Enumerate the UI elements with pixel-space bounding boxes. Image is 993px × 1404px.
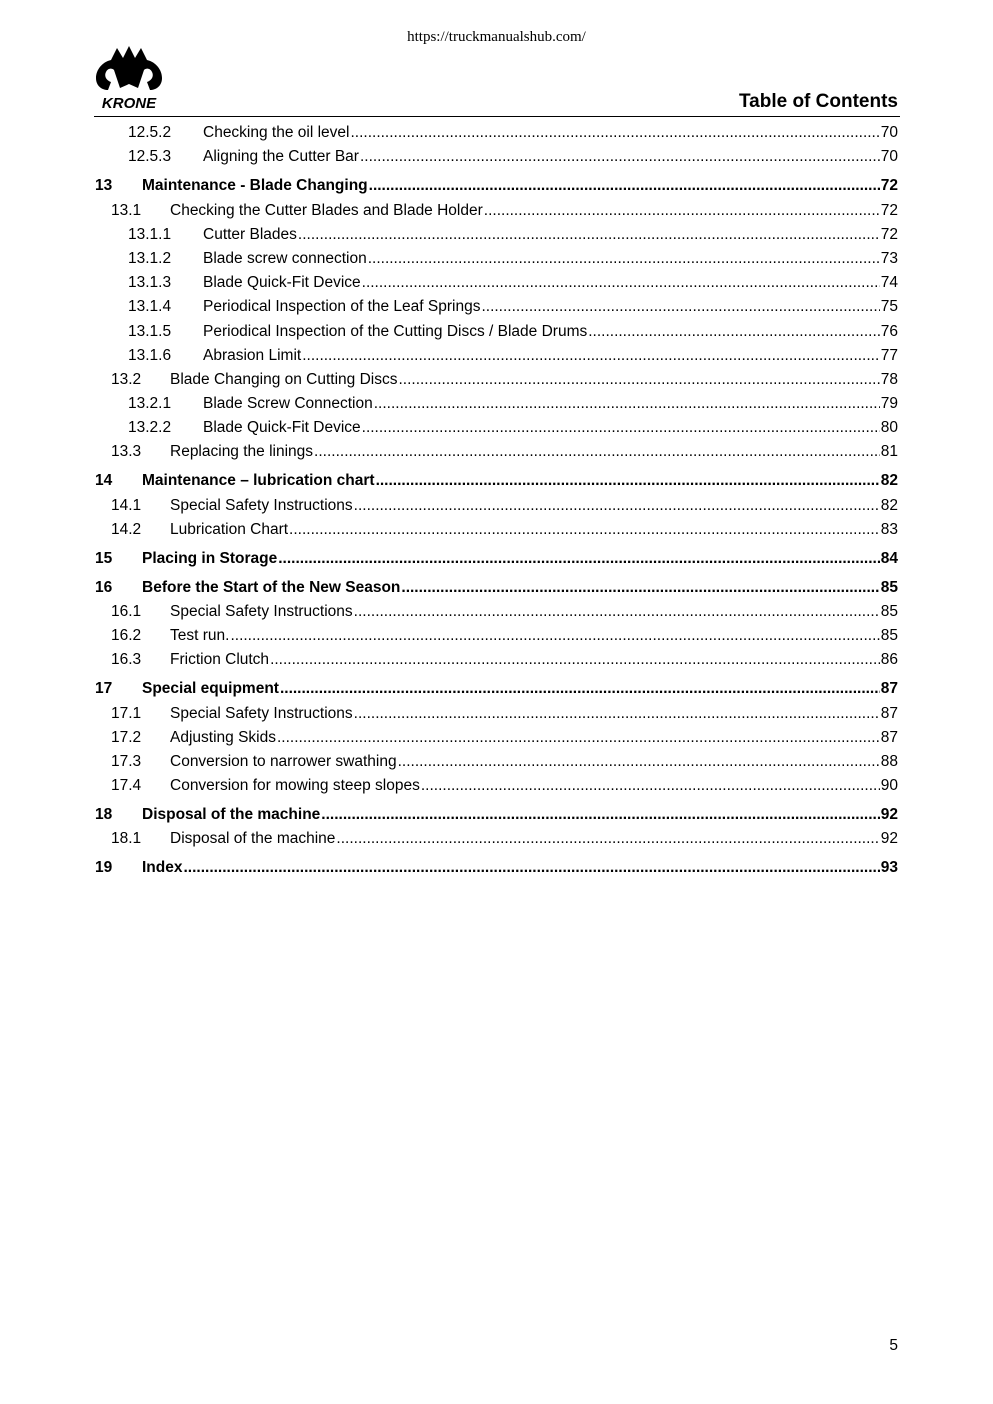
toc-entry-page: 85 bbox=[880, 578, 898, 596]
toc-dot-leader bbox=[321, 804, 879, 826]
toc-entry-page: 85 bbox=[880, 627, 898, 645]
toc-entry[interactable] bbox=[95, 850, 898, 879]
toc-entry-title: Aligning the Cutter Bar bbox=[203, 146, 360, 168]
toc-dot-leader bbox=[354, 703, 880, 725]
toc-entry-title: Lubrication Chart bbox=[170, 519, 289, 541]
toc-entry-title: Blade Changing on Cutting Discs bbox=[170, 369, 398, 391]
toc-entry[interactable] bbox=[95, 749, 898, 773]
toc-dot-leader bbox=[369, 175, 880, 197]
toc-entry[interactable] bbox=[95, 541, 898, 570]
toc-dot-leader bbox=[278, 548, 880, 570]
toc-dot-leader bbox=[588, 321, 880, 343]
toc-entry-page: 74 bbox=[880, 274, 898, 292]
toc-entry-page: 87 bbox=[880, 680, 898, 698]
toc-entry-title: Blade screw connection bbox=[203, 248, 368, 270]
toc-entry[interactable] bbox=[95, 463, 898, 492]
toc-entry-page: 72 bbox=[880, 177, 898, 195]
toc-entry-page: 87 bbox=[880, 704, 898, 722]
toc-entry[interactable] bbox=[95, 120, 898, 144]
toc-dot-leader bbox=[376, 470, 880, 492]
toc-entry-title: Special Safety Instructions bbox=[170, 495, 354, 517]
toc-entry-page: 92 bbox=[880, 830, 898, 848]
toc-dot-leader bbox=[362, 417, 880, 439]
toc-entry-title: Abrasion Limit bbox=[203, 345, 302, 367]
toc-entry-page: 84 bbox=[880, 549, 898, 567]
toc-entry-number: 14.2 bbox=[111, 520, 142, 538]
toc-entry-number: 17.3 bbox=[111, 752, 142, 770]
toc-dot-leader bbox=[270, 649, 880, 671]
toc-entry-number: 13.1.1 bbox=[128, 225, 172, 243]
toc-entry-page: 76 bbox=[880, 322, 898, 340]
toc-entry-page: 82 bbox=[880, 496, 898, 514]
toc-entry[interactable] bbox=[95, 725, 898, 749]
toc-entry-title: Replacing the linings bbox=[170, 441, 314, 463]
toc-dot-leader bbox=[314, 441, 880, 463]
toc-entry-number: 13.1.3 bbox=[128, 274, 172, 292]
toc-entry-title: Friction Clutch bbox=[170, 649, 270, 671]
table-of-contents bbox=[95, 120, 898, 879]
page-title: Table of Contents bbox=[738, 91, 898, 112]
toc-entry[interactable] bbox=[95, 197, 898, 221]
toc-entry[interactable] bbox=[95, 700, 898, 724]
toc-dot-leader bbox=[398, 369, 879, 391]
toc-dot-leader bbox=[350, 122, 879, 144]
toc-entry-number: 13.1.5 bbox=[128, 322, 172, 340]
toc-entry[interactable] bbox=[95, 246, 898, 270]
toc-entry-page: 93 bbox=[880, 859, 898, 877]
toc-entry-page: 87 bbox=[880, 728, 898, 746]
toc-entry[interactable] bbox=[95, 623, 898, 647]
toc-entry-number: 13.1.6 bbox=[128, 346, 172, 364]
toc-dot-leader bbox=[298, 224, 880, 246]
toc-entry-number: 14.1 bbox=[111, 496, 142, 514]
toc-entry[interactable] bbox=[95, 671, 898, 700]
toc-dot-leader bbox=[484, 200, 880, 222]
toc-entry-number: 12.5.3 bbox=[128, 148, 172, 166]
toc-entry-number: 19 bbox=[95, 859, 113, 877]
toc-dot-leader bbox=[368, 248, 880, 270]
toc-entry-title: Maintenance – lubrication chart bbox=[142, 470, 376, 492]
toc-entry[interactable] bbox=[95, 826, 898, 850]
toc-entry[interactable] bbox=[95, 168, 898, 197]
toc-entry-title: Blade Screw Connection bbox=[203, 393, 374, 415]
toc-entry[interactable] bbox=[95, 367, 898, 391]
toc-entry[interactable] bbox=[95, 439, 898, 463]
toc-dot-leader bbox=[401, 577, 879, 599]
toc-entry[interactable] bbox=[95, 318, 898, 342]
toc-entry[interactable] bbox=[95, 270, 898, 294]
toc-entry-page: 81 bbox=[880, 443, 898, 461]
toc-entry-page: 85 bbox=[880, 603, 898, 620]
toc-entry-number: 16.3 bbox=[111, 651, 142, 669]
toc-entry-title: Adjusting Skids bbox=[170, 727, 277, 749]
toc-entry[interactable] bbox=[95, 294, 898, 318]
toc-dot-leader bbox=[183, 857, 879, 879]
toc-entry-title: Periodical Inspection of the Leaf Springs bbox=[203, 296, 481, 318]
toc-dot-leader bbox=[354, 495, 880, 517]
toc-entry-page: 72 bbox=[880, 225, 898, 243]
toc-entry-title: Conversion to narrower swathing bbox=[170, 751, 398, 773]
toc-entry[interactable] bbox=[95, 599, 898, 623]
toc-entry[interactable] bbox=[95, 492, 898, 516]
toc-entry-title: Blade Quick-Fit Device bbox=[203, 417, 362, 439]
toc-entry[interactable] bbox=[95, 517, 898, 541]
toc-entry[interactable] bbox=[95, 391, 898, 415]
toc-dot-leader bbox=[360, 146, 880, 168]
toc-entry-page: 83 bbox=[880, 520, 898, 538]
toc-entry-number: 12.5.2 bbox=[128, 124, 172, 142]
toc-entry-title: Checking the oil level bbox=[203, 122, 350, 144]
toc-entry-number: 16 bbox=[95, 578, 113, 596]
toc-entry-number: 17.4 bbox=[111, 777, 142, 795]
toc-entry[interactable] bbox=[95, 797, 898, 826]
toc-entry-page: 90 bbox=[880, 777, 898, 795]
toc-dot-leader bbox=[374, 393, 880, 415]
toc-entry-title: Special equipment bbox=[142, 678, 280, 700]
toc-dot-leader bbox=[280, 678, 880, 700]
toc-entry-number: 15 bbox=[95, 549, 113, 567]
logo-wordmark: KRONE bbox=[101, 95, 157, 112]
toc-entry-title: Before the Start of the New Season bbox=[142, 577, 401, 599]
header-rule bbox=[94, 116, 900, 117]
toc-entry-page: 82 bbox=[880, 472, 898, 490]
toc-entry-page: 88 bbox=[880, 752, 898, 770]
toc-entry-number: 18.1 bbox=[111, 830, 142, 848]
toc-entry-title: Maintenance - Blade Changing bbox=[142, 175, 369, 197]
toc-entry-number: 13.3 bbox=[111, 443, 142, 461]
toc-dot-leader bbox=[336, 828, 879, 850]
toc-entry[interactable] bbox=[95, 570, 898, 599]
toc-entry[interactable] bbox=[95, 773, 898, 797]
toc-entry-number: 17.1 bbox=[111, 704, 142, 722]
toc-entry-number: 13.1.4 bbox=[128, 298, 172, 316]
page-number: 5 bbox=[889, 1337, 898, 1354]
toc-entry[interactable] bbox=[95, 222, 898, 246]
toc-entry-number: 16.1 bbox=[111, 603, 142, 620]
toc-entry-title: Checking the Cutter Blades and Blade Holder bbox=[170, 200, 484, 222]
toc-entry-page: 70 bbox=[880, 148, 898, 166]
toc-dot-leader bbox=[398, 751, 880, 773]
toc-entry-title: Placing in Storage bbox=[142, 548, 278, 570]
source-url[interactable]: https://truckmanualshub.com/ bbox=[407, 29, 586, 45]
toc-entry-title: Disposal of the machine bbox=[170, 828, 336, 850]
toc-entry-number: 13.2.1 bbox=[128, 395, 172, 413]
toc-entry-page: 79 bbox=[880, 395, 898, 413]
toc-entry-title: Blade Quick-Fit Device bbox=[203, 272, 362, 294]
toc-entry-title: Cutter Blades bbox=[203, 224, 298, 246]
toc-dot-leader bbox=[302, 345, 880, 367]
toc-entry-page: 75 bbox=[880, 298, 898, 316]
toc-entry-page: 77 bbox=[880, 346, 898, 364]
toc-entry-title: Periodical Inspection of the Cutting Discs / Blade Drums bbox=[203, 321, 588, 343]
toc-dot-leader bbox=[421, 775, 880, 797]
toc-entry-page: 70 bbox=[880, 124, 898, 142]
toc-entry-page: 80 bbox=[880, 419, 898, 437]
toc-entry-title: Index bbox=[142, 857, 183, 879]
toc-dot-leader bbox=[277, 727, 880, 749]
toc-entry-page: 86 bbox=[880, 651, 898, 669]
toc-entry-number: 13.1 bbox=[111, 201, 142, 219]
toc-entry[interactable] bbox=[95, 647, 898, 671]
toc-entry-title: Disposal of the machine bbox=[142, 804, 321, 826]
toc-entry-number: 13.1.2 bbox=[128, 249, 172, 267]
toc-entry-page: 92 bbox=[880, 806, 898, 824]
toc-entry-page: 73 bbox=[880, 249, 898, 267]
toc-entry-number: 13.2 bbox=[111, 370, 142, 388]
toc-entry-number: 13.2.2 bbox=[128, 419, 172, 437]
toc-entry-number: 13 bbox=[95, 177, 113, 195]
toc-entry[interactable] bbox=[95, 343, 898, 367]
toc-entry-number: 17.2 bbox=[111, 728, 142, 746]
toc-entry[interactable] bbox=[95, 415, 898, 439]
toc-entry[interactable] bbox=[95, 144, 898, 168]
toc-entry-number: 18 bbox=[95, 806, 113, 824]
toc-entry-title: Special Safety Instructions bbox=[170, 703, 354, 725]
toc-dot-leader bbox=[230, 625, 879, 647]
toc-entry-title: Special Safety Instructions bbox=[170, 601, 354, 623]
toc-dot-leader bbox=[354, 601, 880, 623]
toc-entry-page: 78 bbox=[880, 370, 898, 388]
toc-entry-number: 17 bbox=[95, 680, 113, 698]
toc-entry-title: Conversion for mowing steep slopes bbox=[170, 775, 421, 797]
toc-entry-number: 14 bbox=[95, 472, 113, 490]
toc-dot-leader bbox=[481, 296, 879, 318]
toc-entry-number: 16.2 bbox=[111, 627, 142, 645]
toc-entry-title: Test run. bbox=[170, 625, 230, 647]
toc-dot-leader bbox=[289, 519, 880, 541]
krone-logo bbox=[94, 44, 164, 112]
toc-dot-leader bbox=[362, 272, 880, 294]
toc-entry-page: 72 bbox=[880, 201, 898, 219]
